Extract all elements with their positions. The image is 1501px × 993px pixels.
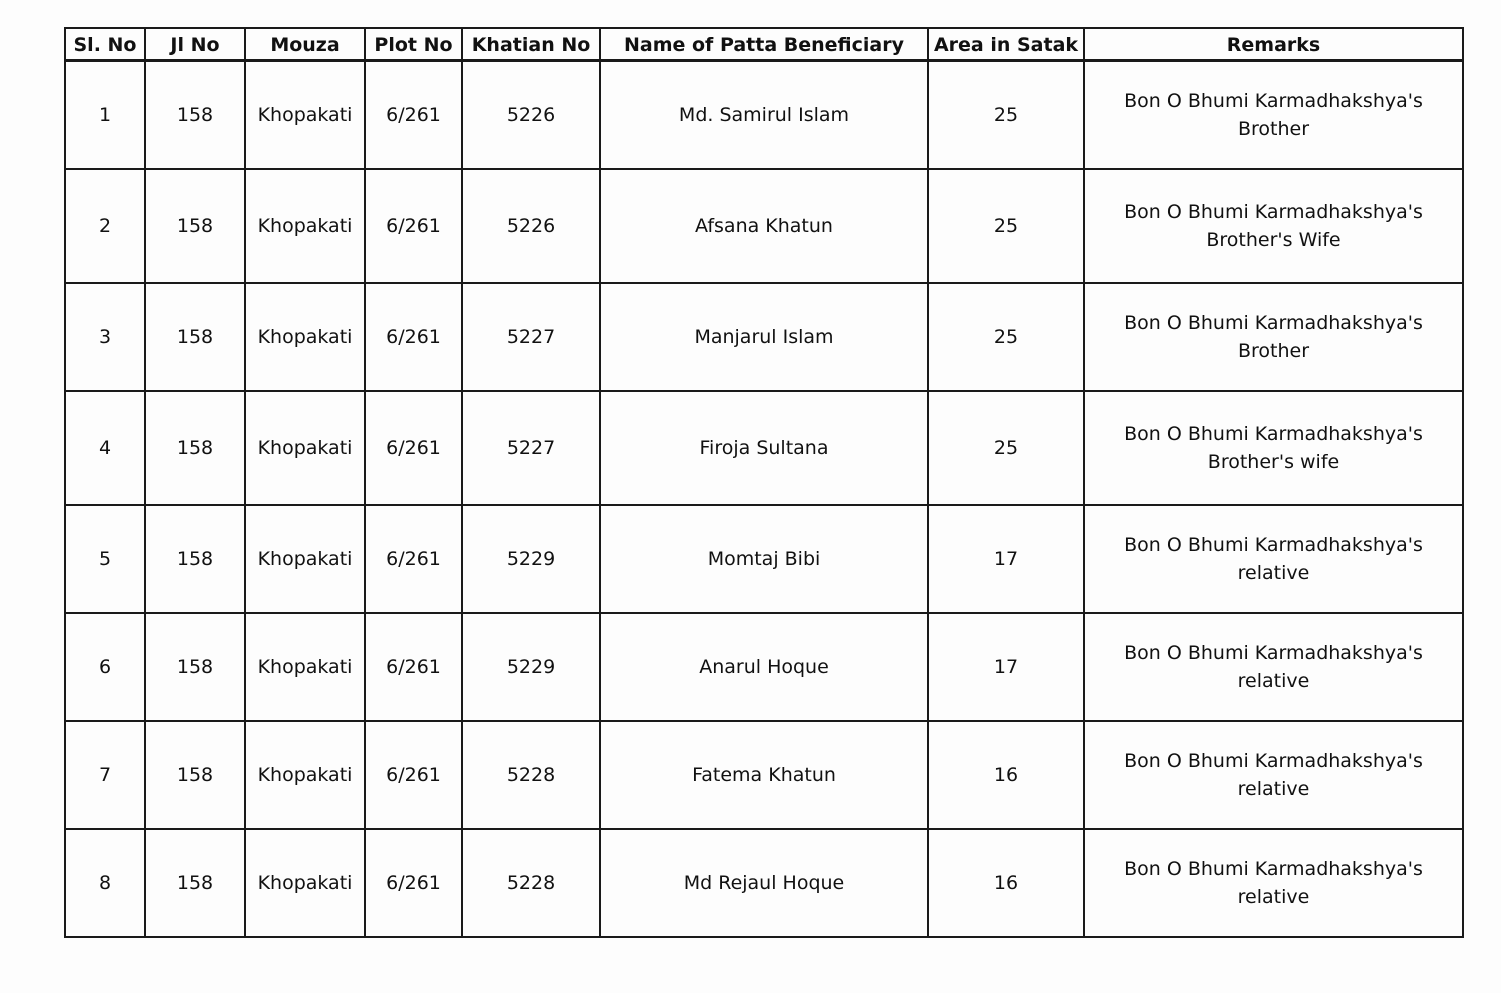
header-remarks: Remarks [1084,28,1463,61]
cell-remarks: Bon O Bhumi Karmadhakshya's relative [1084,613,1463,721]
cell-mouza: Khopakati [245,283,365,391]
cell-beneficiary: Afsana Khatun [600,169,928,283]
cell-khatian-no: 5229 [462,505,600,613]
cell-jl-no: 158 [145,721,245,829]
cell-beneficiary: Manjarul Islam [600,283,928,391]
table-row [65,61,1463,170]
cell-khatian-no: 5226 [462,169,600,283]
cell-jl-no: 158 [145,613,245,721]
table-row [65,721,1463,829]
cell-area: 17 [928,505,1084,613]
header-khatian-no: Khatian No [462,28,600,61]
cell-plot-no: 6/261 [365,505,462,613]
cell-mouza: Khopakati [245,505,365,613]
cell-beneficiary: Firoja Sultana [600,391,928,505]
cell-area: 16 [928,721,1084,829]
cell-jl-no: 158 [145,169,245,283]
header-row [65,28,1463,61]
cell-remarks: Bon O Bhumi Karmadhakshya's relative [1084,829,1463,937]
cell-beneficiary: Momtaj Bibi [600,505,928,613]
cell-plot-no: 6/261 [365,391,462,505]
cell-sl-no: 3 [65,283,145,391]
cell-plot-no: 6/261 [365,283,462,391]
cell-khatian-no: 5228 [462,829,600,937]
cell-plot-no: 6/261 [365,169,462,283]
table-row [65,505,1463,613]
cell-jl-no: 158 [145,829,245,937]
cell-khatian-no: 5227 [462,391,600,505]
cell-mouza: Khopakati [245,829,365,937]
cell-jl-no: 158 [145,61,245,170]
cell-mouza: Khopakati [245,391,365,505]
cell-area: 25 [928,283,1084,391]
cell-beneficiary: Anarul Hoque [600,613,928,721]
cell-remarks: Bon O Bhumi Karmadhakshya's Brother [1084,283,1463,391]
cell-jl-no: 158 [145,283,245,391]
cell-remarks: Bon O Bhumi Karmadhakshya's Brother's Wife [1084,169,1463,283]
cell-area: 25 [928,169,1084,283]
cell-beneficiary: Md Rejaul Hoque [600,829,928,937]
cell-plot-no: 6/261 [365,721,462,829]
table-row [65,829,1463,937]
header-sl-no: Sl. No [65,28,145,61]
header-plot-no: Plot No [365,28,462,61]
cell-plot-no: 6/261 [365,61,462,170]
cell-remarks: Bon O Bhumi Karmadhakshya's relative [1084,505,1463,613]
table-row [65,391,1463,505]
header-area: Area in Satak [928,28,1084,61]
table-row [65,283,1463,391]
cell-area: 25 [928,391,1084,505]
cell-khatian-no: 5226 [462,61,600,170]
cell-beneficiary: Fatema Khatun [600,721,928,829]
cell-plot-no: 6/261 [365,613,462,721]
cell-mouza: Khopakati [245,721,365,829]
header-mouza: Mouza [245,28,365,61]
header-jl-no: Jl No [145,28,245,61]
cell-plot-no: 6/261 [365,829,462,937]
cell-sl-no: 8 [65,829,145,937]
cell-sl-no: 5 [65,505,145,613]
cell-khatian-no: 5228 [462,721,600,829]
cell-jl-no: 158 [145,391,245,505]
table-row [65,169,1463,283]
cell-sl-no: 2 [65,169,145,283]
cell-khatian-no: 5227 [462,283,600,391]
cell-remarks: Bon O Bhumi Karmadhakshya's relative [1084,721,1463,829]
cell-sl-no: 1 [65,61,145,170]
header-beneficiary: Name of Patta Beneficiary [600,28,928,61]
patta-beneficiary-table [64,27,1464,938]
cell-jl-no: 158 [145,505,245,613]
cell-mouza: Khopakati [245,169,365,283]
cell-area: 17 [928,613,1084,721]
cell-mouza: Khopakati [245,61,365,170]
cell-remarks: Bon O Bhumi Karmadhakshya's Brother's wife [1084,391,1463,505]
cell-area: 16 [928,829,1084,937]
cell-sl-no: 7 [65,721,145,829]
cell-area: 25 [928,61,1084,170]
cell-sl-no: 6 [65,613,145,721]
cell-remarks: Bon O Bhumi Karmadhakshya's Brother [1084,61,1463,170]
cell-beneficiary: Md. Samirul Islam [600,61,928,170]
table-row [65,613,1463,721]
cell-sl-no: 4 [65,391,145,505]
cell-mouza: Khopakati [245,613,365,721]
cell-khatian-no: 5229 [462,613,600,721]
